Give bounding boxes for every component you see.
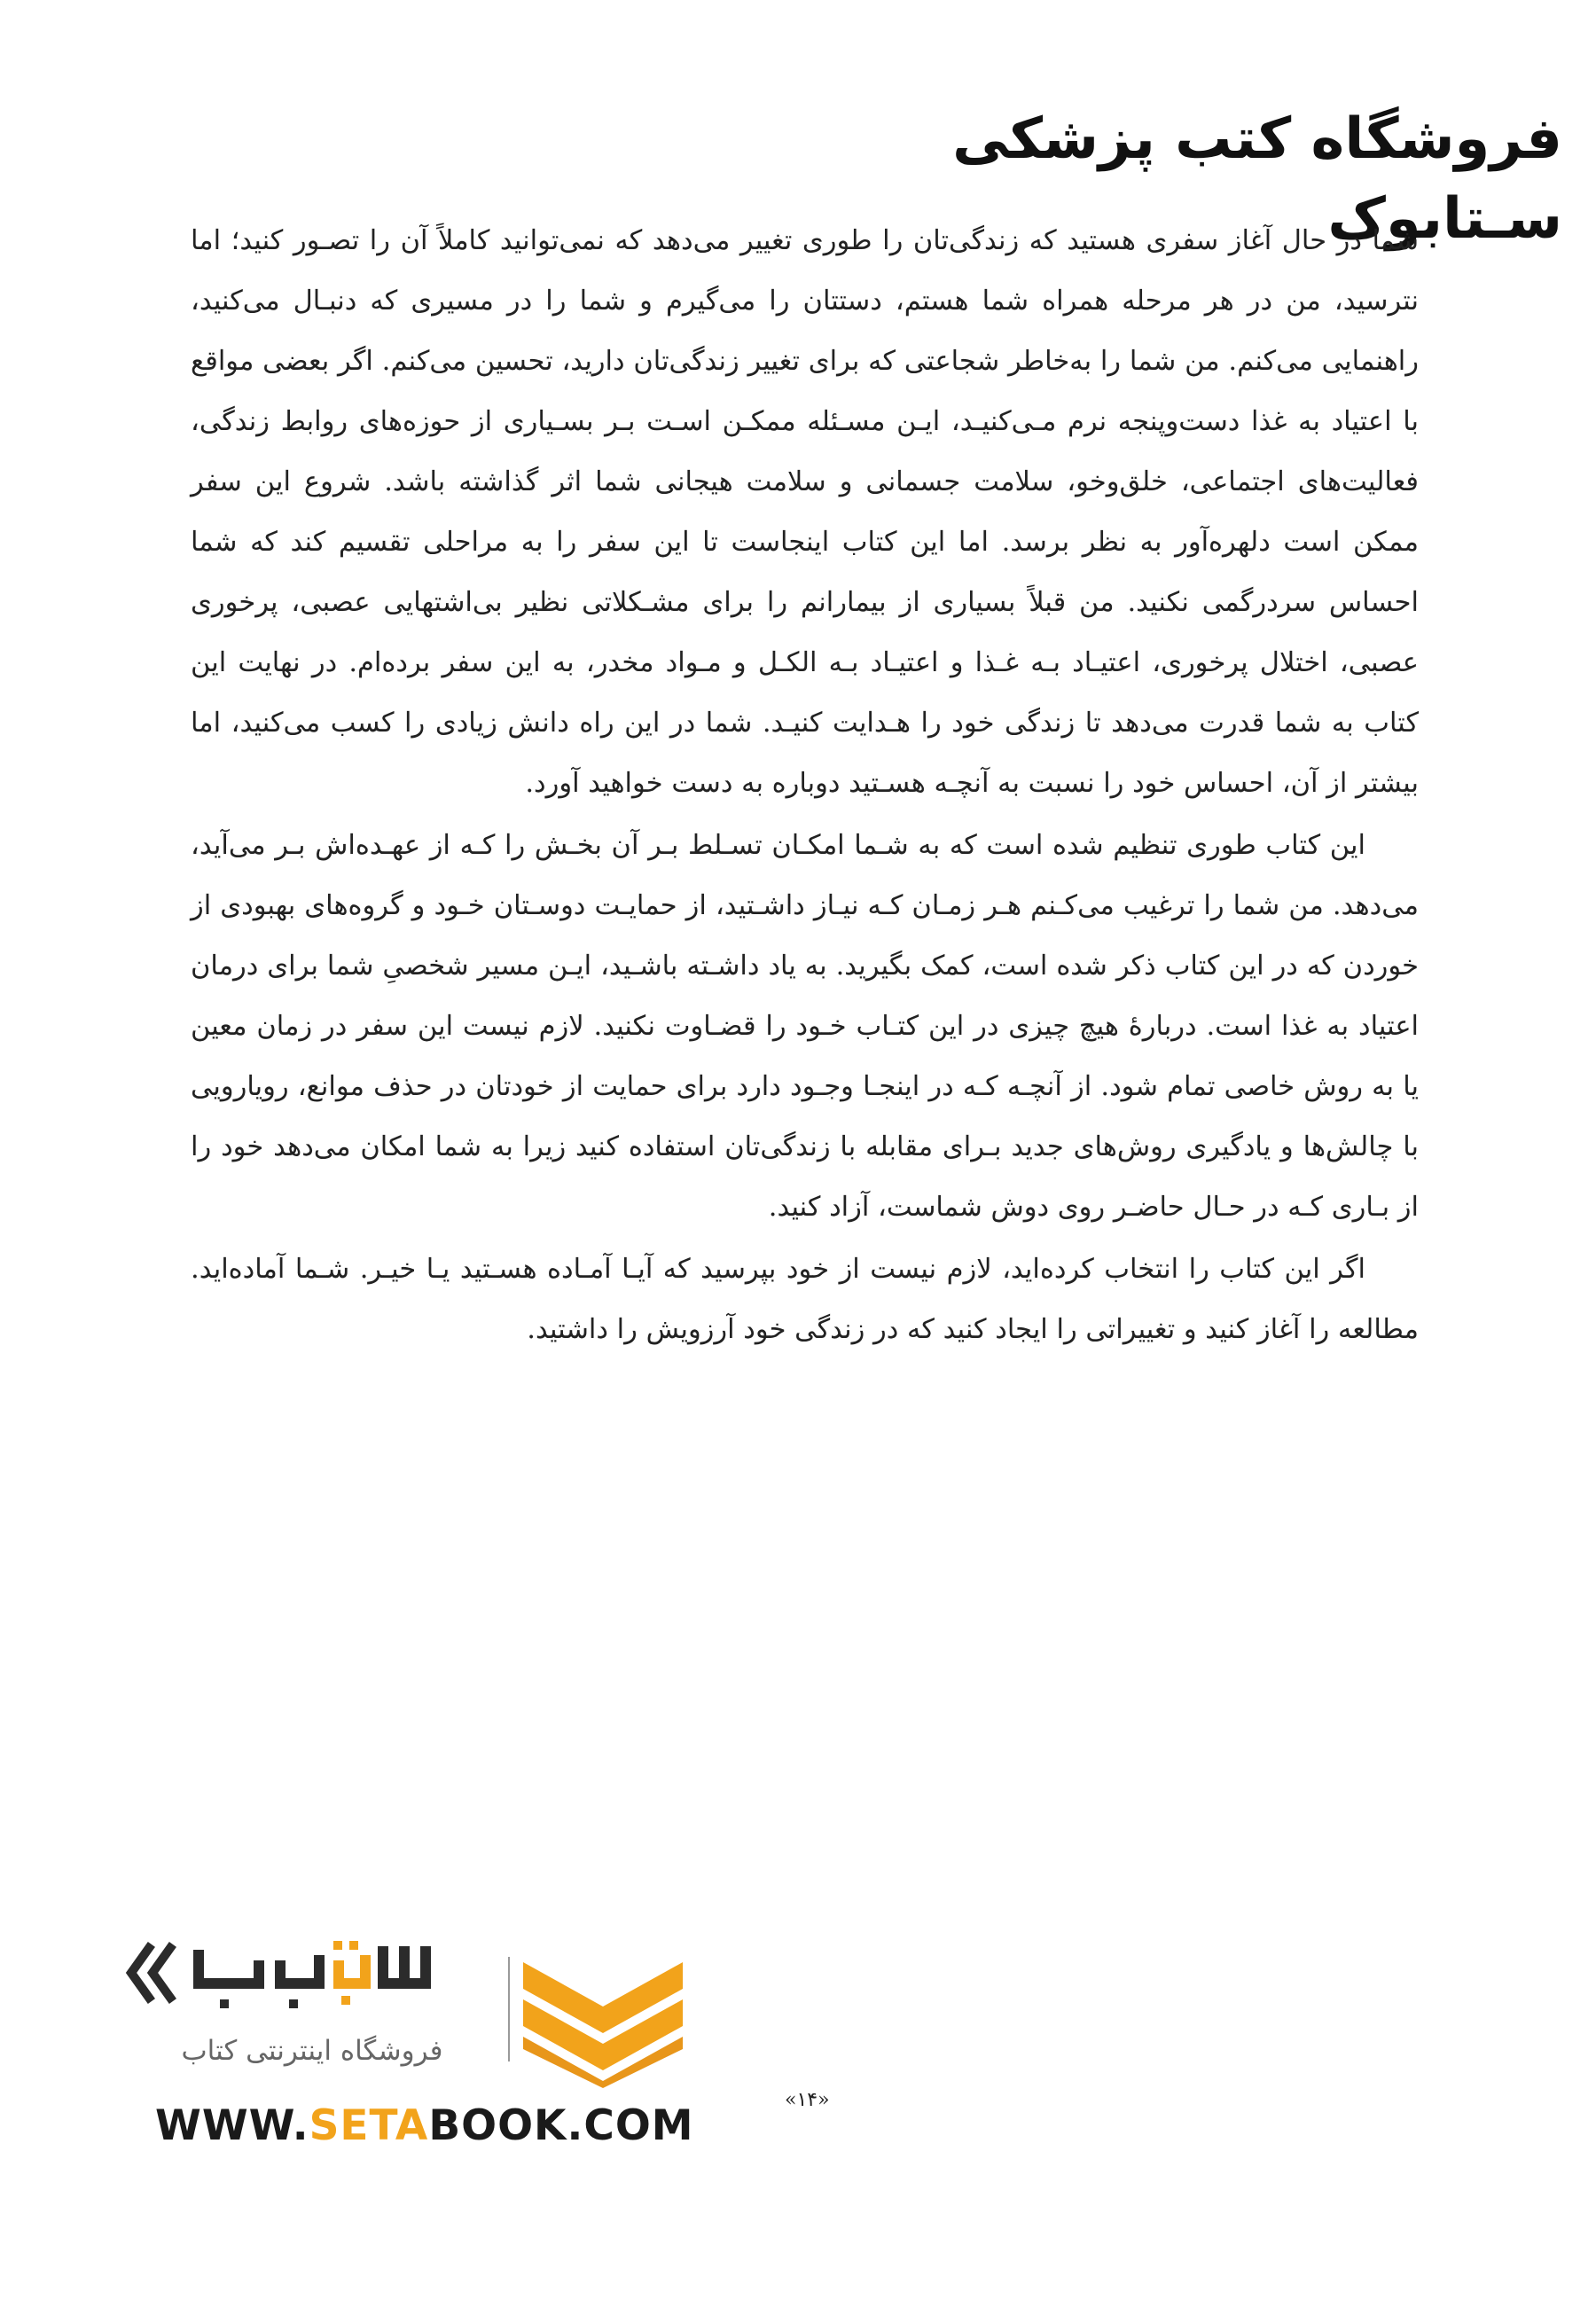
url-suffix: BOOK.COM (428, 2101, 694, 2150)
paragraph-2: این کتاب طوری تنظیم شده است که به شـما امکـان تسـلط بـر آن بخـش را کـه از عهـده‌اش بـر می‌آید، می‌دهد. من شما را ترغیب می‌کـنم هـر زمـان کـه نیـاز داشـتید، از حمایـت دوسـتان خـود و گروه‌های بهبودی از خوردن که در این کتاب ذکر شده است، کمک بگیرید. به یاد داشـته باشـید، ایـن مسیر شخصیِ شما برای درمان اعتیاد به غذا است. دربارۀ هیچ چیزی در این کتـاب خـود را قضـاوت نکنید. لازم نیست این سفر در زمان معین یا به روش خاصی تمام شود. از آنچـه کـه در اینجـا وجـود دارد برای حمایت از خودتان در حذف موانع، رویارویی با چالش‌ها و یادگیری روش‌های جدید بـرای مقابله با زندگی‌تان استفاده کنید زیرا به شما امکان می‌دهد خود را از بـاری کـه در حـال حاضـر روی دوش شماست، آزاد کنید. (191, 830, 1419, 1223)
website-url (155, 2101, 694, 2150)
url-prefix: WWW. (155, 2101, 309, 2150)
site-title: فروشگاه کتب پزشکی سـتابوک (952, 106, 1562, 252)
setabook-logo (124, 1937, 692, 2097)
book-chevron-emblem-icon (514, 1937, 692, 2088)
logo-subtitle: فروشگاه اینترنتی کتاب (181, 2035, 443, 2067)
paragraph-3: اگر این کتاب را انتخاب کرده‌اید، لازم نیست از خود بپرسید که آیـا آمـاده هسـتید یـا خیـر. شـما آماده‌اید. مطالعه را آغاز کنید و تغییراتی را ایجاد کنید که در زندگی خود آرزویش را داشتید. (191, 1254, 1419, 1345)
page-number: «۱۴» (785, 2089, 830, 2111)
book-text (191, 211, 1419, 1362)
paragraph-1: شما در حال آغاز سفری هستید که زندگی‌تان را طوری تغییر می‌دهد که نمی‌توانید کاملاً آن را تصـور کنید؛ اما نترسید، من در هر مرحله همراه شما هستم، دستتان را می‌گیرم و شما را در مسیری که دنبـال می‌کنید، راهنمایی می‌کنم. من شما را به‌خاطر شجاعتی که برای تغییر زندگی‌تان دارید، تحسین می‌کنم. اگر بعضی مواقع با اعتیاد به غذا دست‌وپنجه نرم مـی‌کنیـد، ایـن مسـئله ممکـن اسـت بـر بسـیاری از حوزه‌های روابط زندگی، فعالیت‌های اجتماعی، خلق‌وخو، سلامت جسمانی و سلامت هیجانی شما اثر گذاشته باشد. شروع این سفر ممکن است دلهره‌آور به نظر برسد. اما این کتاب اینجاست تا این سفر را به مراحلی تقسیم کند که شما احساس سردرگمی نکنید. من قبلاً بسیاری از بیمارانم را برای مشـکلاتی نظیر بی‌اشتهایی عصبی، پرخوری عصبی، اختلال پرخوری، اعتیـاد بـه غـذا و اعتیـاد بـه الکـل و مـواد مخدر، به این سفر برده‌ام. در نهایت این کتاب به شما قدرت می‌دهد تا زندگی خود را هـدایت کنیـد. شما در این راه دانش زیادی را کسب می‌کنید، اما بیشتر از آن، احساس خود را نسبت به آنچـه هسـتید دوباره به دست خواهید آورد. (191, 225, 1419, 799)
logo-divider (508, 1957, 510, 2061)
url-accent: SETA (309, 2101, 429, 2150)
